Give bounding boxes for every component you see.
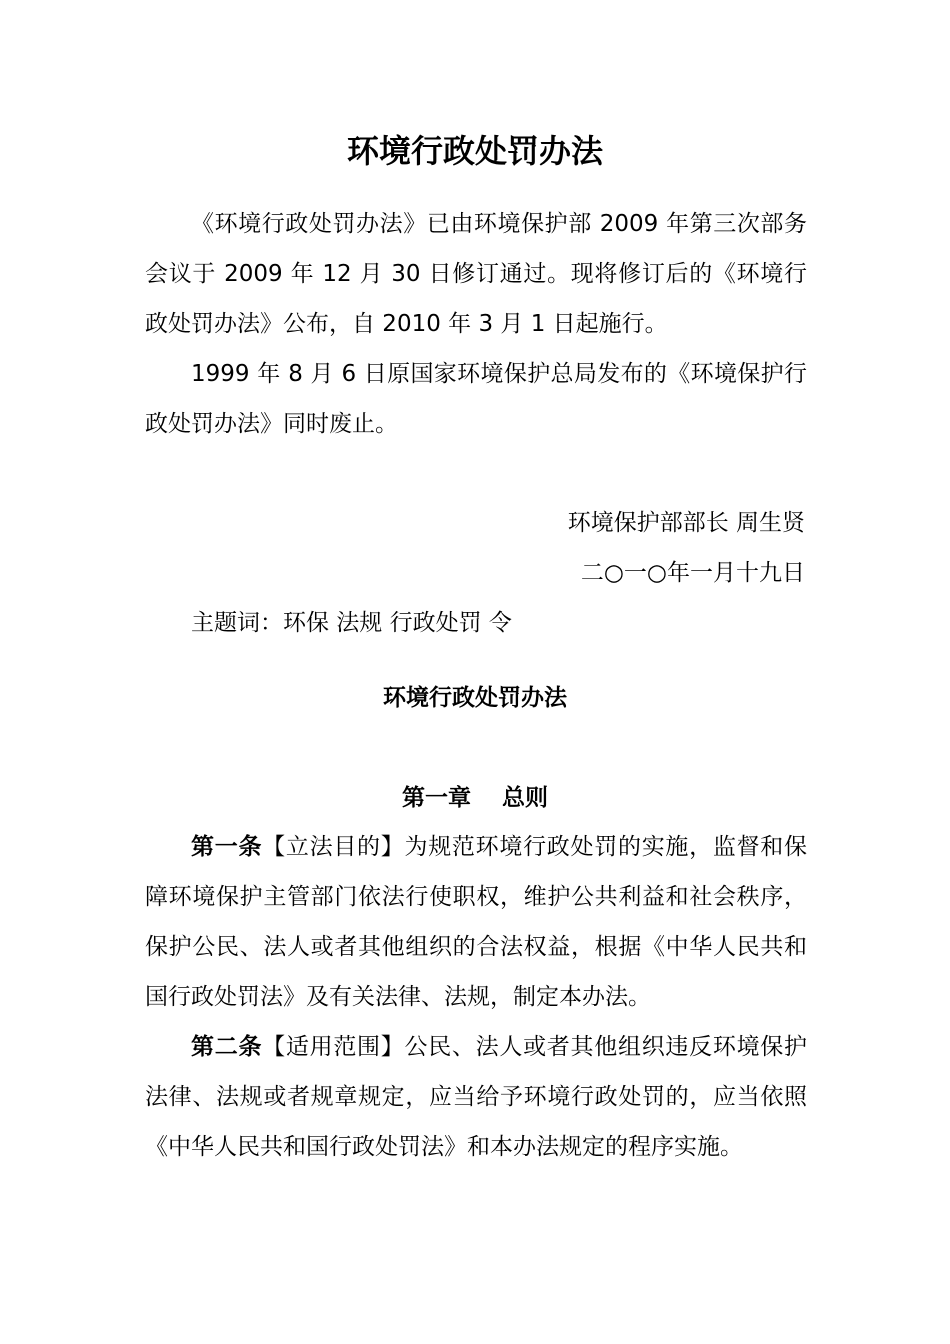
article-label: 第二条	[191, 1034, 263, 1060]
articles-section	[145, 822, 807, 1172]
article-1	[145, 822, 807, 1022]
intro-section	[145, 199, 807, 449]
subtitle: 环境行政处罚办法	[383, 685, 567, 711]
intro-paragraph: 《环境行政处罚办法》已由环境保护部 2009 年第三次部务会议于 2009 年 12 月 30 日修订通过。现将修订后的《环境行政处罚办法》公布，自 2010 年 3 月 1 日起施行。	[145, 211, 807, 337]
signature: 环境保护部部长 周生贤	[567, 510, 805, 536]
signing-date: 二○一○年一月十九日	[580, 560, 805, 586]
article-text: 【立法目的】为规范环境行政处罚的实施，监督和保障环境保护主管部门依法行使职权，维护公共利益和社会秩序，保护公民、法人或者其他组织的合法权益，根据《中华人民共和国行政处罚法》及有关法律、法规，制定本办法。	[145, 834, 808, 1010]
article-label: 第一条	[191, 834, 263, 860]
chapter-heading: 第一章 总则	[401, 785, 548, 811]
keywords-line: 主题词：环保 法规 行政处罚 令	[191, 610, 512, 636]
document-title: 环境行政处罚办法	[346, 132, 603, 170]
intro-paragraph: 1999 年 8 月 6 日原国家环境保护总局发布的《环境保护行政处罚办法》同时废止。	[145, 361, 807, 437]
article-2	[145, 1022, 807, 1172]
article-text: 【适用范围】公民、法人或者其他组织违反环境保护法律、法规或者规章规定，应当给予环境行政处罚的，应当依照《中华人民共和国行政处罚法》和本办法规定的程序实施。	[145, 1034, 808, 1160]
